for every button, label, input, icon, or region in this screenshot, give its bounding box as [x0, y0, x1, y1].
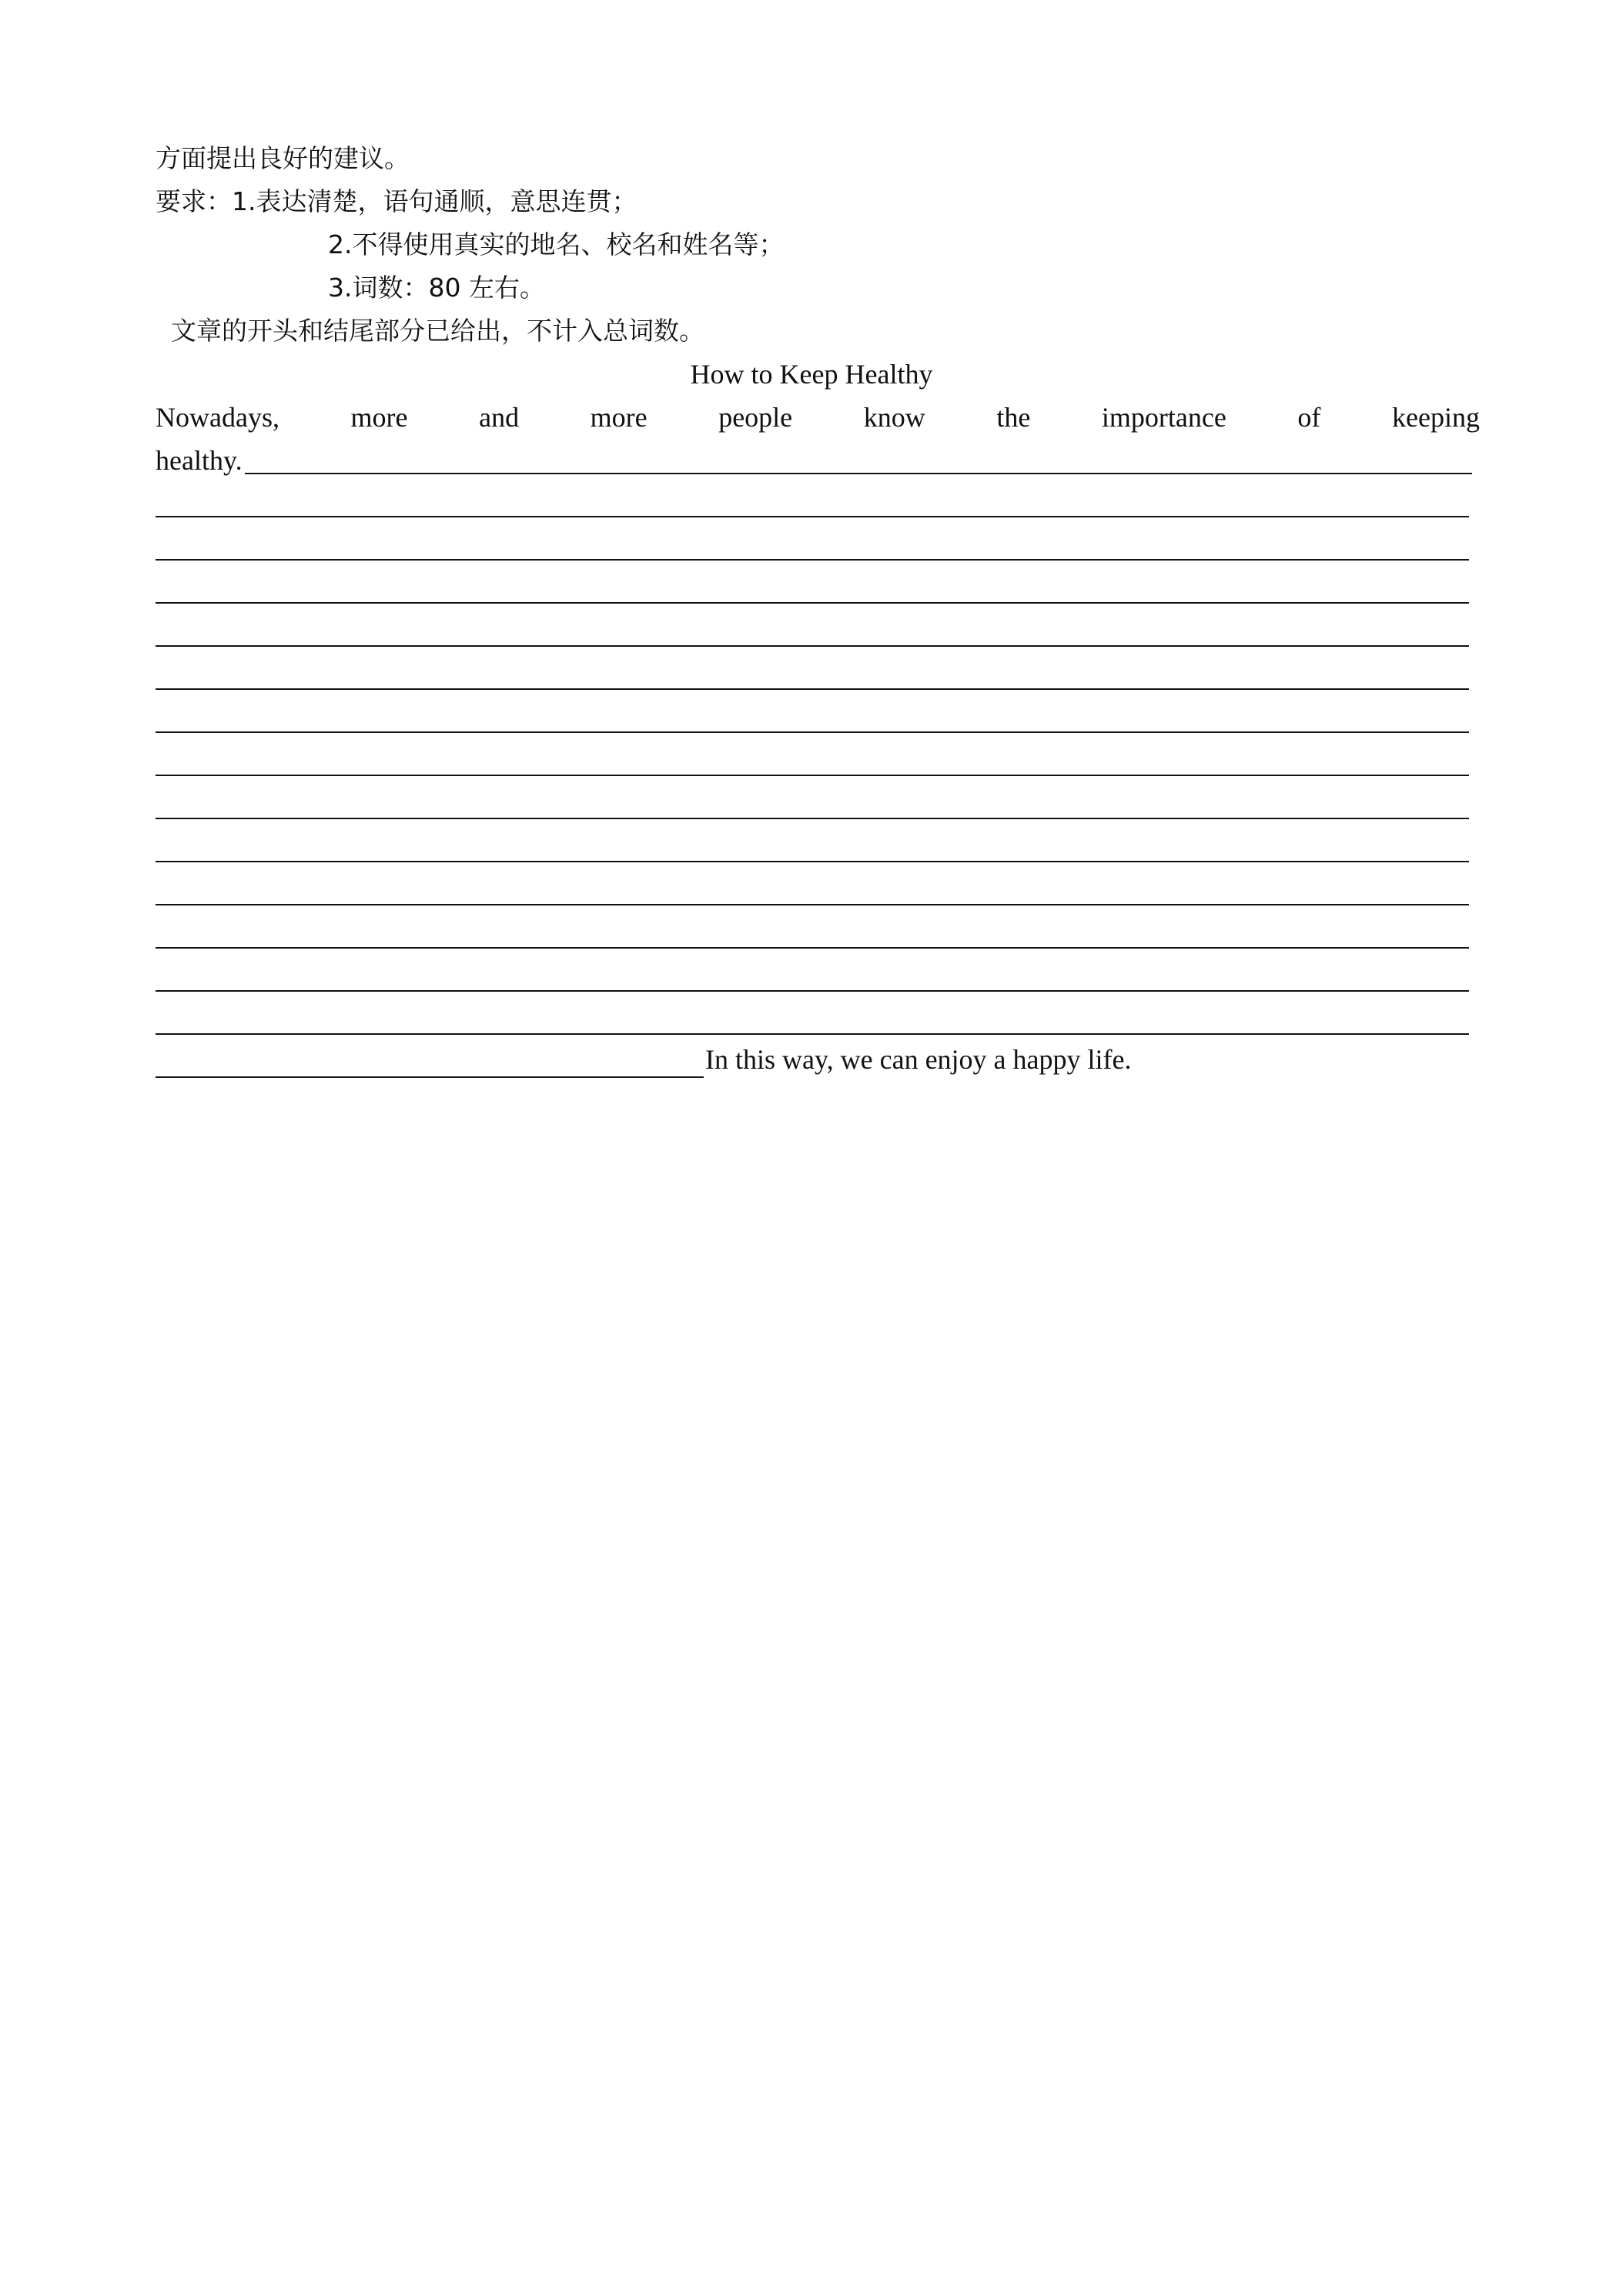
writing-line-4[interactable] — [156, 602, 1469, 604]
instruction-note: 文章的开头和结尾部分已给出，不计入总词数。 — [171, 316, 704, 346]
writing-line-15[interactable] — [156, 1076, 704, 1078]
instruction-requirements: 要求：1.表达清楚，语句通顺，意思连贯； — [156, 186, 637, 216]
opening-word: Nowadays, — [156, 402, 279, 433]
writing-line-5[interactable] — [156, 645, 1469, 647]
opening-word: the — [996, 402, 1031, 433]
opening-word: importance — [1101, 402, 1226, 433]
writing-line-8[interactable] — [156, 775, 1469, 776]
essay-opening-line — [156, 396, 1480, 439]
writing-line-3[interactable] — [156, 559, 1469, 561]
opening-word: more — [350, 402, 408, 433]
writing-line-13[interactable] — [156, 990, 1469, 992]
essay-title: How to Keep Healthy — [690, 359, 933, 390]
opening-word: and — [479, 402, 520, 433]
essay-closing: In this way, we can enjoy a happy life. — [705, 1044, 1132, 1075]
essay-opening-end: healthy. — [156, 445, 243, 476]
opening-word: keeping — [1391, 402, 1480, 433]
instruction-requirement-2: 2.不得使用真实的地名、校名和姓名等； — [328, 229, 785, 259]
opening-word: of — [1297, 402, 1321, 433]
writing-line-11[interactable] — [156, 904, 1469, 905]
instruction-requirement-3: 3.词数：80 左右。 — [328, 273, 545, 303]
writing-line-1[interactable] — [245, 473, 1472, 474]
writing-line-12[interactable] — [156, 947, 1469, 949]
writing-line-14[interactable] — [156, 1033, 1469, 1035]
opening-word: people — [718, 402, 793, 433]
opening-word: know — [863, 402, 925, 433]
writing-line-7[interactable] — [156, 731, 1469, 733]
writing-line-6[interactable] — [156, 688, 1469, 690]
writing-line-2[interactable] — [156, 516, 1469, 517]
writing-line-9[interactable] — [156, 818, 1469, 819]
instruction-line-1: 方面提出良好的建议。 — [156, 143, 410, 173]
writing-line-10[interactable] — [156, 861, 1469, 862]
opening-word: more — [590, 402, 648, 433]
